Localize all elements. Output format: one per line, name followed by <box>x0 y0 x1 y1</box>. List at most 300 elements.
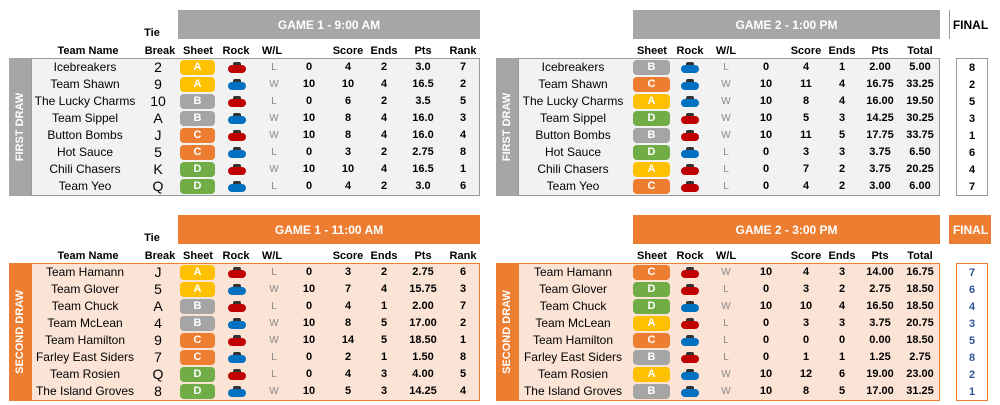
total-value: 6.00 <box>909 180 931 192</box>
final-rank: 7 <box>968 267 976 279</box>
score-value: 4 <box>802 266 810 278</box>
sheet-badge: B <box>180 94 215 109</box>
pts-value: 4.00 <box>412 368 434 380</box>
rock-body <box>228 150 246 158</box>
curling-rock-icon <box>681 335 699 346</box>
score-value: 11 <box>800 129 812 141</box>
team-name: Team Glover <box>50 282 120 296</box>
ends-header: Ends <box>828 250 856 262</box>
team-name: Chili Chasers <box>49 162 121 176</box>
ends-value: 1 <box>380 351 388 363</box>
rock-header: Rock <box>222 250 250 262</box>
team-name: Team Chuck <box>539 299 607 313</box>
win-loss: L <box>723 318 729 329</box>
sheet-header: Sheet <box>183 45 213 57</box>
rock-body <box>681 304 699 312</box>
ends-value: 4 <box>380 78 388 90</box>
game-value: 0 <box>762 146 770 158</box>
score-value: 8 <box>802 95 810 107</box>
total-value: 5.00 <box>909 61 931 73</box>
curling-rock-icon <box>228 369 246 380</box>
sheet-badge: A <box>180 265 215 280</box>
score-value: 7 <box>344 283 352 295</box>
table-row <box>519 161 939 178</box>
rank-value: 5 <box>459 95 467 107</box>
final-rank: 7 <box>968 181 976 193</box>
team-name: Team Hamilton <box>44 333 126 347</box>
game-value: 0 <box>762 351 770 363</box>
sheet-badge: A <box>633 367 670 382</box>
win-loss: L <box>271 267 277 278</box>
rock-body <box>681 321 699 329</box>
rank-value: 3 <box>459 112 467 124</box>
sheet-badge: A <box>180 77 215 92</box>
team-name: Team Rosien <box>537 367 609 381</box>
win-loss: L <box>723 284 729 295</box>
table-row <box>32 161 479 178</box>
total-value: 19.50 <box>906 95 934 107</box>
draw-label-right <box>496 58 518 196</box>
ends-value: 2 <box>838 283 846 295</box>
final-rank: 6 <box>968 147 976 159</box>
sheet-badge: C <box>633 77 670 92</box>
score-value: 7 <box>802 163 810 175</box>
rock-body <box>228 338 246 346</box>
score-value: 10 <box>341 163 355 175</box>
rank-value: 2 <box>459 78 467 90</box>
curling-rock-icon <box>228 113 246 124</box>
team-name: Team Shawn <box>50 77 120 91</box>
break-value: Q <box>152 178 164 194</box>
rock-body <box>228 133 246 141</box>
sheet-badge: D <box>180 367 215 382</box>
pts-value: 14.25 <box>866 112 894 124</box>
table-row <box>519 298 939 315</box>
score-value: 8 <box>344 129 352 141</box>
sheet-header: Sheet <box>637 250 667 262</box>
rank-value: 4 <box>459 385 467 397</box>
ends-value: 2 <box>380 180 388 192</box>
total-value: 2.75 <box>909 351 931 363</box>
game2-title: GAME 2 - 1:00 PM <box>633 10 940 39</box>
break-value: J <box>154 264 162 280</box>
pts-value: 2.75 <box>412 266 434 278</box>
rock-body <box>228 99 246 107</box>
pts-value: 3.75 <box>869 317 891 329</box>
ends-header: Ends <box>370 250 398 262</box>
final-title: FINAL <box>949 10 991 39</box>
sheet-badge: A <box>633 162 670 177</box>
team-name: Team McLean <box>535 316 611 330</box>
game-value: 10 <box>759 300 773 312</box>
game-value: 10 <box>759 95 773 107</box>
win-loss: L <box>723 62 729 73</box>
curling-rock-icon <box>228 96 246 107</box>
game-value: 10 <box>302 163 316 175</box>
pts-header: Pts <box>414 45 432 57</box>
game2-title: GAME 2 - 3:00 PM <box>633 215 940 244</box>
table-row <box>519 59 939 76</box>
curling-rock-icon <box>228 267 246 278</box>
sheet-header: Sheet <box>637 45 667 57</box>
sheet-badge: C <box>180 350 215 365</box>
game-value: 10 <box>759 129 773 141</box>
table-row <box>519 144 939 161</box>
team-name: The Island Groves <box>523 384 623 398</box>
final-rank: 5 <box>968 335 976 347</box>
sheet-badge: B <box>180 299 215 314</box>
final-rank: 4 <box>968 301 976 313</box>
game1-title: GAME 1 - 9:00 AM <box>178 10 480 39</box>
win-loss: W <box>721 96 731 107</box>
ends-value: 2 <box>838 180 846 192</box>
score-value: 8 <box>802 385 810 397</box>
table-row <box>519 264 939 281</box>
team-name: Farley East Siders <box>523 350 623 364</box>
curling-rock-icon <box>681 318 699 329</box>
pts-value: 3.0 <box>415 61 431 73</box>
ends-value: 3 <box>838 317 846 329</box>
total-value: 18.50 <box>906 334 934 346</box>
pts-value: 17.00 <box>409 317 437 329</box>
rock-body <box>681 184 699 192</box>
wl-header: W/L <box>715 45 737 57</box>
curling-rock-icon <box>681 284 699 295</box>
game-value: 0 <box>305 146 313 158</box>
score-value: 8 <box>344 317 352 329</box>
table-row <box>519 76 939 93</box>
wl-header: W/L <box>261 45 283 57</box>
score-value: 12 <box>799 368 813 380</box>
score-value: 3 <box>802 146 810 158</box>
ends-value: 5 <box>380 334 388 346</box>
pts-value: 14.25 <box>409 385 437 397</box>
win-loss: W <box>721 369 731 380</box>
pts-value: 16.00 <box>866 95 894 107</box>
win-loss: W <box>721 386 731 397</box>
sheet-badge: D <box>633 145 670 160</box>
table-row <box>519 127 939 144</box>
table-row <box>32 59 479 76</box>
team-name: Button Bombs <box>47 128 123 142</box>
ends-value: 1 <box>838 61 846 73</box>
rank-header: Rank <box>449 250 477 262</box>
table-row <box>32 76 479 93</box>
curling-rock-icon <box>681 62 699 73</box>
final-title: FINAL <box>949 215 991 244</box>
rank-value: 8 <box>459 146 467 158</box>
pts-value: 1.25 <box>869 351 891 363</box>
break-header: Break <box>144 45 176 57</box>
pts-value: 16.5 <box>412 163 434 175</box>
pts-value: 16.0 <box>412 112 434 124</box>
pts-value: 2.75 <box>412 146 434 158</box>
total-value: 18.50 <box>906 283 934 295</box>
win-loss: W <box>269 386 279 397</box>
score-value: 3 <box>344 146 352 158</box>
table-row <box>519 383 939 400</box>
ends-value: 1 <box>380 300 388 312</box>
win-loss: L <box>271 352 277 363</box>
rock-body <box>681 338 699 346</box>
win-loss: L <box>723 335 729 346</box>
total-value: 33.75 <box>906 129 934 141</box>
rank-header: Rank <box>449 45 477 57</box>
win-loss: L <box>271 96 277 107</box>
rock-body <box>681 355 699 363</box>
total-value: 18.50 <box>906 300 934 312</box>
curling-rock-icon <box>681 386 699 397</box>
curling-rock-icon <box>228 386 246 397</box>
win-loss: W <box>269 130 279 141</box>
break-value: 7 <box>154 349 162 365</box>
game-value: 0 <box>305 300 313 312</box>
win-loss: W <box>721 130 731 141</box>
ends-value: 4 <box>838 300 846 312</box>
ends-value: 6 <box>838 368 846 380</box>
rank-value: 5 <box>459 368 467 380</box>
sheet-badge: B <box>180 316 215 331</box>
table-row <box>32 315 479 332</box>
rank-value: 2 <box>459 317 467 329</box>
curling-rock-icon <box>681 147 699 158</box>
tie-header: Tie <box>144 232 160 244</box>
final-ranks <box>956 58 988 196</box>
rock-body <box>681 150 699 158</box>
table-row <box>32 332 479 349</box>
pts-value: 16.0 <box>412 129 434 141</box>
ends-value: 2 <box>380 61 388 73</box>
wl-header: W/L <box>715 250 737 262</box>
team-name: Team Sippel <box>51 111 119 125</box>
tie-header: Tie <box>144 27 160 39</box>
final-rank: 8 <box>968 62 976 74</box>
rank-value: 8 <box>459 351 467 363</box>
rock-body <box>228 270 246 278</box>
draw-label-left <box>9 58 31 196</box>
score-value: 5 <box>802 112 810 124</box>
rock-body <box>228 372 246 380</box>
pts-value: 15.75 <box>409 283 437 295</box>
ends-value: 4 <box>380 283 388 295</box>
team-name: Team McLean <box>47 316 123 330</box>
rock-body <box>681 389 699 397</box>
score-value: 8 <box>344 112 352 124</box>
break-value: A <box>153 110 163 126</box>
rock-body <box>681 287 699 295</box>
pts-value: 2.75 <box>869 283 891 295</box>
game-value: 10 <box>302 78 316 90</box>
game-value: 10 <box>302 112 316 124</box>
sheet-badge: C <box>180 333 215 348</box>
ends-header: Ends <box>370 45 398 57</box>
curling-rock-icon <box>681 301 699 312</box>
rock-body <box>681 133 699 141</box>
curling-rock-icon <box>228 335 246 346</box>
total-value: 20.25 <box>906 163 934 175</box>
rock-body <box>228 389 246 397</box>
pts-value: 2.00 <box>412 300 434 312</box>
table-row <box>32 93 479 110</box>
total-value: 33.25 <box>906 78 934 90</box>
score-value: 5 <box>344 385 352 397</box>
win-loss: L <box>271 147 277 158</box>
rank-value: 6 <box>459 266 467 278</box>
game-value: 0 <box>305 351 313 363</box>
team-name: Icebreakers <box>53 60 117 74</box>
curling-rock-icon <box>228 62 246 73</box>
pts-value: 1.50 <box>412 351 434 363</box>
game-value: 10 <box>302 317 316 329</box>
game-value: 0 <box>305 266 313 278</box>
curling-rock-icon <box>681 181 699 192</box>
rock-body <box>681 372 699 380</box>
team-name: Team Rosien <box>49 367 121 381</box>
ends-value: 1 <box>838 351 846 363</box>
team-name: Hot Sauce <box>544 145 602 159</box>
game1-title: GAME 1 - 11:00 AM <box>178 215 480 244</box>
ends-value: 4 <box>380 129 388 141</box>
total-value: 30.25 <box>906 112 934 124</box>
score-value: 4 <box>802 61 810 73</box>
ends-value: 5 <box>838 129 846 141</box>
wl-header: W/L <box>261 250 283 262</box>
final-rank: 1 <box>968 386 976 398</box>
rank-value: 4 <box>459 129 467 141</box>
game-value: 0 <box>305 61 313 73</box>
sheet-badge: D <box>633 282 670 297</box>
draw-label-text: FIRST DRAW <box>14 92 27 162</box>
team-name: Team Shawn <box>538 77 608 91</box>
rock-body <box>228 287 246 295</box>
score-header: Score <box>332 45 364 57</box>
pts-value: 16.75 <box>866 78 894 90</box>
rank-value: 3 <box>459 283 467 295</box>
game-value: 10 <box>759 112 773 124</box>
game-value: 0 <box>305 180 313 192</box>
rock-body <box>228 184 246 192</box>
score-value: 4 <box>802 180 810 192</box>
team-name: Button Bombs <box>535 128 611 142</box>
pts-value: 3.0 <box>415 180 431 192</box>
table-row <box>519 93 939 110</box>
final-rank: 2 <box>968 79 976 91</box>
ends-value: 5 <box>838 385 846 397</box>
draw-label-text: FIRST DRAW <box>501 92 514 162</box>
team-name: The Lucky Charms <box>34 94 136 108</box>
rank-value: 7 <box>459 61 467 73</box>
pts-value: 17.00 <box>866 385 894 397</box>
sheet-header: Sheet <box>183 250 213 262</box>
score-value: 4 <box>344 61 352 73</box>
pts-value: 18.50 <box>409 334 437 346</box>
ends-value: 5 <box>380 317 388 329</box>
final-rank: 4 <box>968 164 976 176</box>
table-row <box>32 127 479 144</box>
total-value: 23.00 <box>906 368 934 380</box>
sheet-badge: C <box>180 145 215 160</box>
pts-value: 2.00 <box>869 61 891 73</box>
table-row <box>519 332 939 349</box>
score-value: 14 <box>341 334 355 346</box>
total-value: 16.75 <box>906 266 934 278</box>
rock-body <box>681 99 699 107</box>
curling-rock-icon <box>228 318 246 329</box>
win-loss: W <box>721 113 731 124</box>
score-value: 3 <box>802 317 810 329</box>
pts-value: 16.50 <box>866 300 894 312</box>
win-loss: L <box>723 352 729 363</box>
game-value: 0 <box>762 61 770 73</box>
ends-value: 2 <box>380 266 388 278</box>
sheet-badge: C <box>633 179 670 194</box>
final-rank: 3 <box>968 113 976 125</box>
ends-value: 4 <box>380 112 388 124</box>
rank-value: 1 <box>459 334 467 346</box>
rock-body <box>681 65 699 73</box>
first-draw-section <box>0 0 1000 200</box>
win-loss: W <box>721 79 731 90</box>
win-loss: L <box>723 164 729 175</box>
rock-body <box>228 321 246 329</box>
break-value: 5 <box>154 281 162 297</box>
win-loss: W <box>269 79 279 90</box>
team-name: Team Hamann <box>45 265 125 279</box>
pts-header: Pts <box>871 45 889 57</box>
table-row <box>32 281 479 298</box>
final-rank: 2 <box>968 369 976 381</box>
team-name-header: Team Name <box>57 45 119 57</box>
sheet-badge: B <box>633 60 670 75</box>
rank-value: 1 <box>459 163 467 175</box>
team-name: Team Glover <box>538 282 608 296</box>
rank-value: 6 <box>459 180 467 192</box>
curling-rock-icon <box>228 164 246 175</box>
break-value: Q <box>152 366 164 382</box>
table-row <box>32 383 479 400</box>
score-value: 2 <box>344 351 352 363</box>
final-ranks <box>956 263 988 401</box>
game-value: 0 <box>305 95 313 107</box>
table-row <box>519 281 939 298</box>
ends-value: 3 <box>380 368 388 380</box>
win-loss: L <box>271 369 277 380</box>
game-value: 0 <box>762 180 770 192</box>
ends-value: 2 <box>380 146 388 158</box>
final-rank: 3 <box>968 318 976 330</box>
sheet-badge: C <box>633 333 670 348</box>
pts-value: 16.5 <box>412 78 434 90</box>
sheet-badge: D <box>180 179 215 194</box>
break-value: 10 <box>150 93 166 109</box>
score-value: 11 <box>800 78 812 90</box>
team-name: Icebreakers <box>541 60 605 74</box>
team-name: Team Sippel <box>539 111 607 125</box>
sheet-badge: A <box>633 94 670 109</box>
win-loss: W <box>269 318 279 329</box>
sheet-badge: D <box>633 299 670 314</box>
rock-body <box>228 82 246 90</box>
team-name: Chili Chasers <box>537 162 609 176</box>
draw-label-right <box>496 263 518 401</box>
team-name: Team Hamilton <box>532 333 614 347</box>
score-value: 3 <box>344 266 352 278</box>
score-value: 3 <box>802 283 810 295</box>
rock-body <box>681 116 699 124</box>
rock-body <box>228 116 246 124</box>
total-value: 20.75 <box>906 317 934 329</box>
pts-header: Pts <box>414 250 432 262</box>
